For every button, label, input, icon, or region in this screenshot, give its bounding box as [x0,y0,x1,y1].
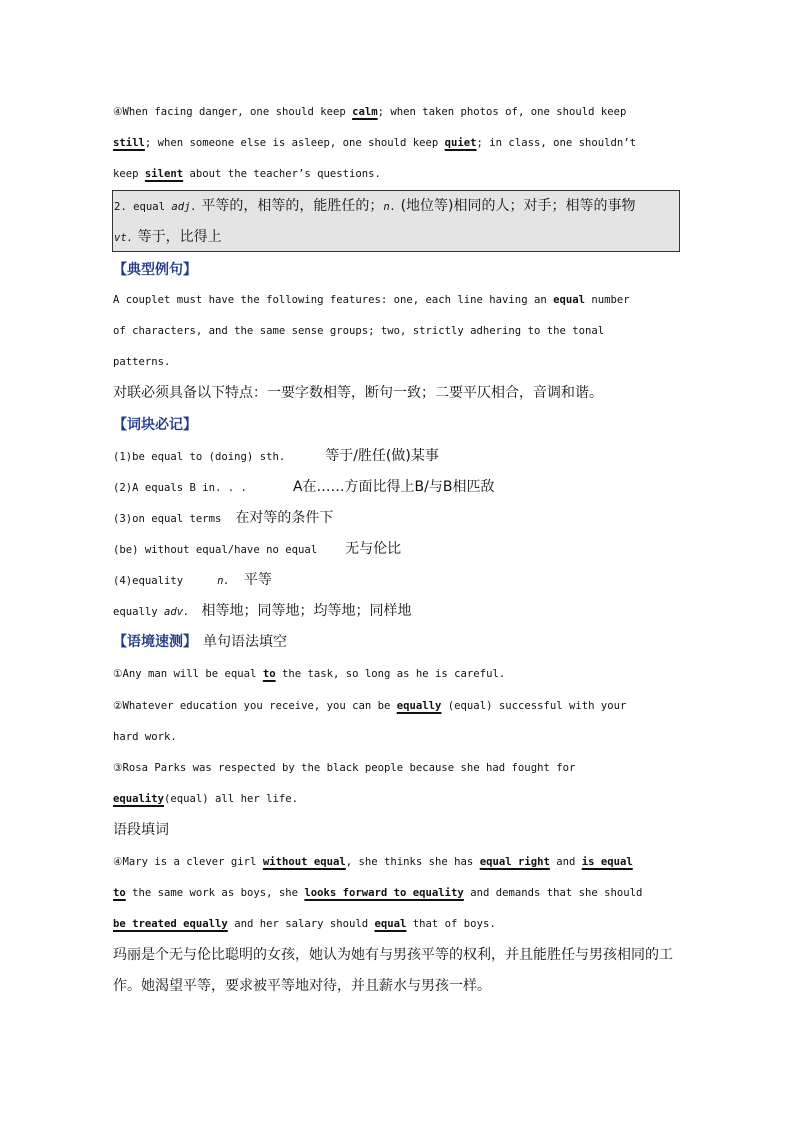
answer-quiet: quiet [444,137,477,149]
phrase-1: (1)be equal to (doing) sth. 等于/胜任(做)某事 [113,448,439,464]
answer-is-equal: is equal [581,856,633,868]
definition-line-1: 2. equal adj. 平等的，相等的，能胜任的；n. (地位等)相同的人；对手；相等的事物 [114,198,636,214]
quiz-q3-line-1: ③Rosa Parks was respected by the black people because she had fought for [113,762,576,774]
quiz-section-title: 语段填词 [113,822,169,838]
typical-line-2: of characters, and the same sense groups; two, strictly adhering to the tonal [113,325,605,337]
typical-translation: 对联必须具备以下特点：一要字数相等，断句一致；二要平仄相合，音调和谐。 [113,385,603,401]
definition-line-2: vt. 等于，比得上 [114,229,222,245]
answer-without-equal: without equal [262,856,346,868]
answer-equally: equally [396,700,442,712]
phrase-2: (2)A equals B in. . . A在……方面比得上B/与B相匹敌 [113,479,495,495]
answer-looks-forward: looks forward to equality [304,887,464,899]
quiz-q4-line-2: to the same work as boys, she looks forward to equality and demands that she should [113,887,643,899]
quiz-q4-translation-2: 作。她渴望平等，要求被平等地对待，并且薪水与男孩一样。 [113,978,491,994]
quiz-q4-line-1: ④Mary is a clever girl without equal, she thinks she has equal right and is equal [113,856,633,868]
phrase-3: (3)on equal terms 在对等的条件下 [113,510,334,526]
answer-equality: equality [113,793,165,805]
typical-line-1: A couplet must have the following features: one, each line having an equal number [113,294,630,306]
phrase-4: (be) without equal/have no equal 无与伦比 [113,541,402,557]
quiz-heading: 【语境速测】 单句语法填空 [113,634,287,650]
quiz-q2-line-1: ②Whatever education you receive, you can be equally (equal) successful with your [113,700,627,712]
answer-equal-right: equal right [479,856,550,868]
answer-to: to [262,668,276,680]
phrase-6: equally adv. 相等地；同等地；均等地；同样地 [113,603,412,619]
quiz-q2-line-2: hard work. [113,731,177,743]
answer-still: still [113,137,145,149]
intro-line-2: still; when someone else is asleep, one should keep quiet; in class, one shouldn’t [113,137,636,149]
quiz-q4-line-3: be treated equally and her salary should equal that of boys. [113,918,496,930]
intro-line-3: keep silent about the teacher’s questions. [113,168,381,180]
intro-line-1: ④When facing danger, one should keep calm; when taken photos of, one should keep [113,106,627,118]
definition-box [112,190,680,252]
quiz-q1: ①Any man will be equal to the task, so long as he is careful. [113,668,506,680]
answer-equal: equal [374,918,407,930]
phrases-heading: 【词块必记】 [113,417,197,433]
quiz-q4-translation-1: 玛丽是个无与伦比聪明的女孩，她认为她有与男孩平等的权利，并且能胜任与男孩相同的工 [113,947,673,963]
phrase-5: (4)equality n. 平等 [113,572,272,588]
answer-calm: calm [352,106,378,118]
answer-silent: silent [144,168,184,180]
quiz-q3-line-2: equality(equal) all her life. [113,793,298,805]
typical-line-3: patterns. [113,356,171,368]
answer-be-treated-equally: be treated equally [113,918,228,930]
answer-to-2: to [113,887,126,899]
typical-heading: 【典型例句】 [113,262,197,278]
